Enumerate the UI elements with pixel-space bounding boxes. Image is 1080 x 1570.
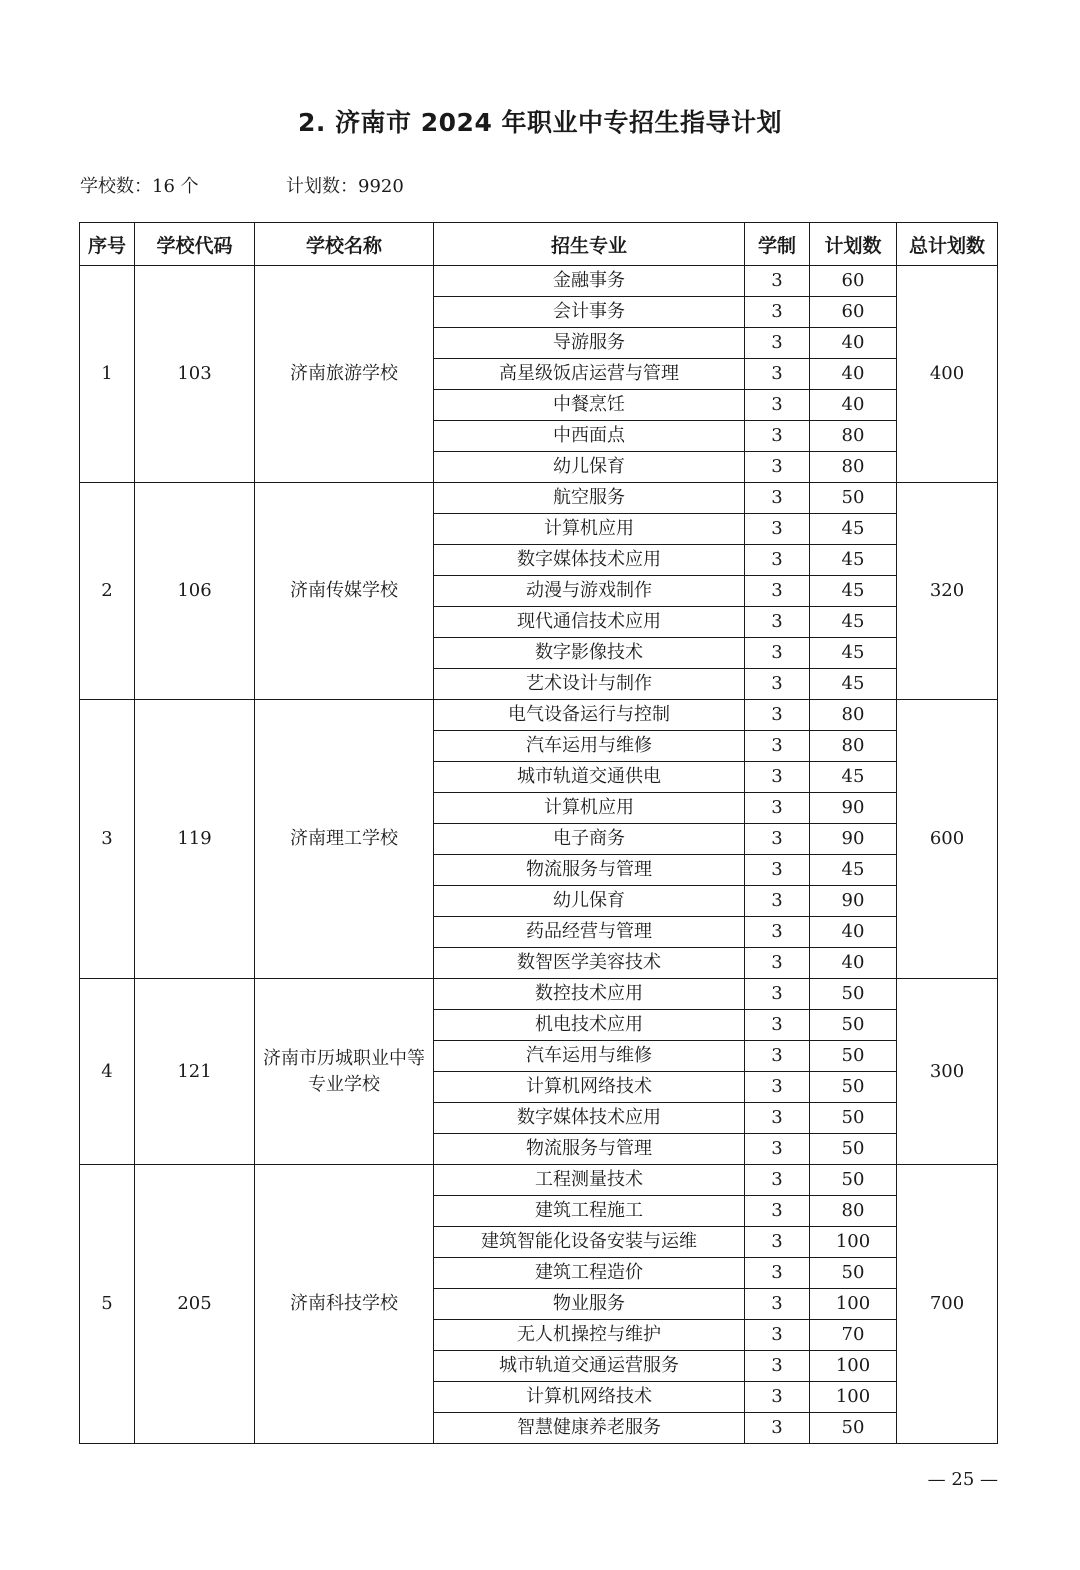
major-cell: 中西面点 <box>434 421 745 452</box>
plan-cell: 45 <box>810 762 897 793</box>
years-cell: 3 <box>745 483 810 514</box>
years-cell: 3 <box>745 1072 810 1103</box>
plan-cell: 60 <box>810 266 897 297</box>
years-cell: 3 <box>745 452 810 483</box>
years-cell: 3 <box>745 390 810 421</box>
years-cell: 3 <box>745 1413 810 1444</box>
plan-cell: 45 <box>810 607 897 638</box>
major-cell: 动漫与游戏制作 <box>434 576 745 607</box>
major-cell: 机电技术应用 <box>434 1010 745 1041</box>
years-cell: 3 <box>745 359 810 390</box>
major-cell: 智慧健康养老服务 <box>434 1413 745 1444</box>
school-name-cell: 济南传媒学校 <box>255 483 434 700</box>
major-cell: 幼儿保育 <box>434 886 745 917</box>
major-cell: 建筑工程施工 <box>434 1196 745 1227</box>
table-body <box>80 266 998 1444</box>
major-cell: 药品经营与管理 <box>434 917 745 948</box>
plan-cell: 50 <box>810 1072 897 1103</box>
major-cell: 会计事务 <box>434 297 745 328</box>
major-cell: 汽车运用与维修 <box>434 731 745 762</box>
major-cell: 无人机操控与维护 <box>434 1320 745 1351</box>
school-name-cell: 济南科技学校 <box>255 1165 434 1444</box>
major-cell: 现代通信技术应用 <box>434 607 745 638</box>
plan-count: 计划数：9920 <box>286 176 404 197</box>
years-cell: 3 <box>745 266 810 297</box>
plan-cell: 70 <box>810 1320 897 1351</box>
plan-cell: 50 <box>810 1165 897 1196</box>
header-total-plan: 总计划数 <box>897 223 998 266</box>
plan-cell: 45 <box>810 638 897 669</box>
table-row <box>80 700 998 731</box>
plan-cell: 40 <box>810 328 897 359</box>
school-index-cell: 5 <box>80 1165 135 1444</box>
plan-cell: 50 <box>810 483 897 514</box>
years-cell: 3 <box>745 669 810 700</box>
major-cell: 计算机网络技术 <box>434 1382 745 1413</box>
plan-cell: 100 <box>810 1227 897 1258</box>
major-cell: 中餐烹饪 <box>434 390 745 421</box>
plan-cell: 40 <box>810 359 897 390</box>
school-code-cell: 121 <box>135 979 255 1165</box>
table-row <box>80 266 998 297</box>
header-school-name: 学校名称 <box>255 223 434 266</box>
years-cell: 3 <box>745 1320 810 1351</box>
plan-cell: 40 <box>810 390 897 421</box>
table-row <box>80 979 998 1010</box>
years-cell: 3 <box>745 1134 810 1165</box>
years-cell: 3 <box>745 1196 810 1227</box>
plan-cell: 80 <box>810 731 897 762</box>
major-cell: 建筑智能化设备安装与运维 <box>434 1227 745 1258</box>
major-cell: 艺术设计与制作 <box>434 669 745 700</box>
years-cell: 3 <box>745 824 810 855</box>
plan-cell: 40 <box>810 917 897 948</box>
years-cell: 3 <box>745 948 810 979</box>
plan-cell: 45 <box>810 514 897 545</box>
school-index-cell: 4 <box>80 979 135 1165</box>
plan-cell: 50 <box>810 1010 897 1041</box>
years-cell: 3 <box>745 979 810 1010</box>
plan-cell: 45 <box>810 669 897 700</box>
major-cell: 物业服务 <box>434 1289 745 1320</box>
total-plan-cell: 700 <box>897 1165 998 1444</box>
total-plan-cell: 600 <box>897 700 998 979</box>
school-code-cell: 119 <box>135 700 255 979</box>
school-code-cell: 103 <box>135 266 255 483</box>
major-cell: 建筑工程造价 <box>434 1258 745 1289</box>
plan-cell: 45 <box>810 855 897 886</box>
plan-cell: 45 <box>810 576 897 607</box>
years-cell: 3 <box>745 297 810 328</box>
plan-cell: 100 <box>810 1382 897 1413</box>
header-years: 学制 <box>745 223 810 266</box>
plan-cell: 100 <box>810 1289 897 1320</box>
years-cell: 3 <box>745 1351 810 1382</box>
years-cell: 3 <box>745 638 810 669</box>
major-cell: 电子商务 <box>434 824 745 855</box>
total-plan-cell: 400 <box>897 266 998 483</box>
plan-cell: 45 <box>810 545 897 576</box>
major-cell: 城市轨道交通供电 <box>434 762 745 793</box>
school-name-cell: 济南理工学校 <box>255 700 434 979</box>
enrollment-plan-table <box>79 222 998 1444</box>
major-cell: 数控技术应用 <box>434 979 745 1010</box>
table-row <box>80 1165 998 1196</box>
summary-line <box>80 172 404 198</box>
plan-cell: 90 <box>810 886 897 917</box>
years-cell: 3 <box>745 731 810 762</box>
major-cell: 高星级饭店运营与管理 <box>434 359 745 390</box>
major-cell: 物流服务与管理 <box>434 855 745 886</box>
header-major: 招生专业 <box>434 223 745 266</box>
years-cell: 3 <box>745 700 810 731</box>
total-plan-cell: 300 <box>897 979 998 1165</box>
years-cell: 3 <box>745 607 810 638</box>
major-cell: 数字媒体技术应用 <box>434 545 745 576</box>
major-cell: 金融事务 <box>434 266 745 297</box>
years-cell: 3 <box>745 1165 810 1196</box>
page-number: — 25 — <box>927 1469 998 1490</box>
header-index: 序号 <box>80 223 135 266</box>
plan-cell: 50 <box>810 1134 897 1165</box>
school-code-cell: 106 <box>135 483 255 700</box>
years-cell: 3 <box>745 1289 810 1320</box>
plan-cell: 90 <box>810 824 897 855</box>
years-cell: 3 <box>745 855 810 886</box>
years-cell: 3 <box>745 1103 810 1134</box>
years-cell: 3 <box>745 1258 810 1289</box>
plan-cell: 80 <box>810 700 897 731</box>
years-cell: 3 <box>745 793 810 824</box>
major-cell: 计算机应用 <box>434 793 745 824</box>
years-cell: 3 <box>745 1010 810 1041</box>
major-cell: 数字媒体技术应用 <box>434 1103 745 1134</box>
school-index-cell: 1 <box>80 266 135 483</box>
major-cell: 电气设备运行与控制 <box>434 700 745 731</box>
years-cell: 3 <box>745 545 810 576</box>
major-cell: 航空服务 <box>434 483 745 514</box>
major-cell: 幼儿保育 <box>434 452 745 483</box>
years-cell: 3 <box>745 1382 810 1413</box>
major-cell: 工程测量技术 <box>434 1165 745 1196</box>
plan-cell: 50 <box>810 1041 897 1072</box>
major-cell: 数字影像技术 <box>434 638 745 669</box>
years-cell: 3 <box>745 421 810 452</box>
major-cell: 数智医学美容技术 <box>434 948 745 979</box>
header-plan: 计划数 <box>810 223 897 266</box>
years-cell: 3 <box>745 514 810 545</box>
table-row <box>80 483 998 514</box>
major-cell: 导游服务 <box>434 328 745 359</box>
page-title: 2. 济南市 2024 年职业中专招生指导计划 <box>297 108 783 137</box>
plan-cell: 100 <box>810 1351 897 1382</box>
years-cell: 3 <box>745 328 810 359</box>
major-cell: 计算机应用 <box>434 514 745 545</box>
school-index-cell: 2 <box>80 483 135 700</box>
major-cell: 城市轨道交通运营服务 <box>434 1351 745 1382</box>
major-cell: 汽车运用与维修 <box>434 1041 745 1072</box>
plan-cell: 90 <box>810 793 897 824</box>
school-name-cell: 济南旅游学校 <box>255 266 434 483</box>
total-plan-cell: 320 <box>897 483 998 700</box>
years-cell: 3 <box>745 576 810 607</box>
table-header-row <box>80 223 998 266</box>
plan-cell: 50 <box>810 1103 897 1134</box>
years-cell: 3 <box>745 762 810 793</box>
plan-cell: 80 <box>810 1196 897 1227</box>
major-cell: 物流服务与管理 <box>434 1134 745 1165</box>
plan-cell: 40 <box>810 948 897 979</box>
years-cell: 3 <box>745 886 810 917</box>
plan-cell: 50 <box>810 1413 897 1444</box>
years-cell: 3 <box>745 917 810 948</box>
plan-cell: 50 <box>810 1258 897 1289</box>
plan-cell: 80 <box>810 421 897 452</box>
school-name-cell: 济南市历城职业中等专业学校 <box>255 979 434 1165</box>
plan-cell: 60 <box>810 297 897 328</box>
major-cell: 计算机网络技术 <box>434 1072 745 1103</box>
years-cell: 3 <box>745 1041 810 1072</box>
school-index-cell: 3 <box>80 700 135 979</box>
years-cell: 3 <box>745 1227 810 1258</box>
school-code-cell: 205 <box>135 1165 255 1444</box>
school-count: 学校数：16 个 <box>80 176 199 197</box>
plan-cell: 50 <box>810 979 897 1010</box>
header-school-code: 学校代码 <box>135 223 255 266</box>
plan-cell: 80 <box>810 452 897 483</box>
